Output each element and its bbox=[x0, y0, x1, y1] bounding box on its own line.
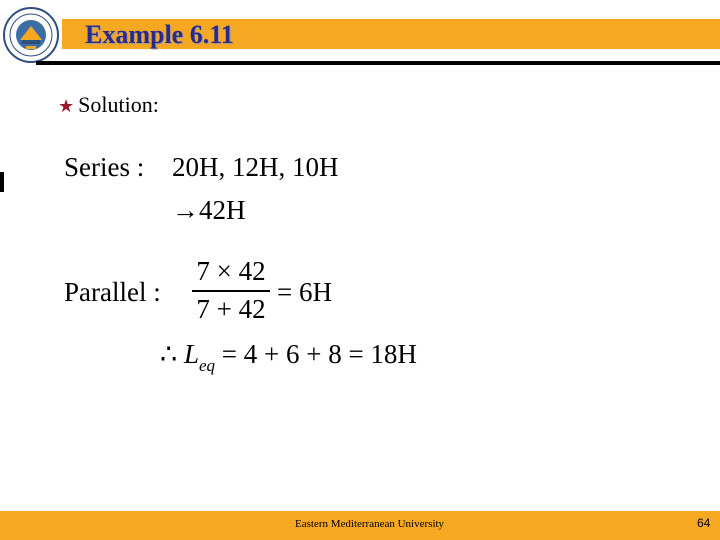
slide-title: Example 6.11 bbox=[85, 20, 234, 49]
parallel-label: Parallel : bbox=[64, 277, 161, 307]
leq-line bbox=[160, 338, 417, 374]
title-underline bbox=[36, 61, 720, 65]
fraction-numerator: 7 × 42 bbox=[196, 256, 266, 286]
leq-symbol: L bbox=[183, 339, 199, 369]
parallel-result: = 6H bbox=[277, 277, 332, 307]
therefore-symbol: ∴ bbox=[160, 339, 178, 369]
left-edge-marker bbox=[0, 172, 4, 192]
leq-expression: = 4 + 6 + 8 = 18H bbox=[221, 339, 417, 369]
series-result-line bbox=[172, 194, 246, 226]
series-label: Series : bbox=[64, 152, 145, 182]
series-result: 42H bbox=[199, 195, 246, 225]
fraction-denominator: 7 + 42 bbox=[196, 294, 266, 324]
series-values: 20H, 12H, 10H bbox=[172, 152, 339, 182]
university-logo-icon bbox=[2, 6, 60, 64]
arrow-icon: → bbox=[172, 195, 199, 225]
solution-bullet bbox=[58, 92, 159, 119]
page-number: 64 bbox=[697, 516, 711, 530]
leq-subscript: eq bbox=[198, 356, 216, 375]
star-bullet-icon: ★ bbox=[58, 96, 75, 116]
footer-university: Eastern Mediterranean University bbox=[295, 518, 445, 530]
solution-label: Solution: bbox=[78, 92, 159, 117]
fraction-bar bbox=[192, 290, 270, 292]
